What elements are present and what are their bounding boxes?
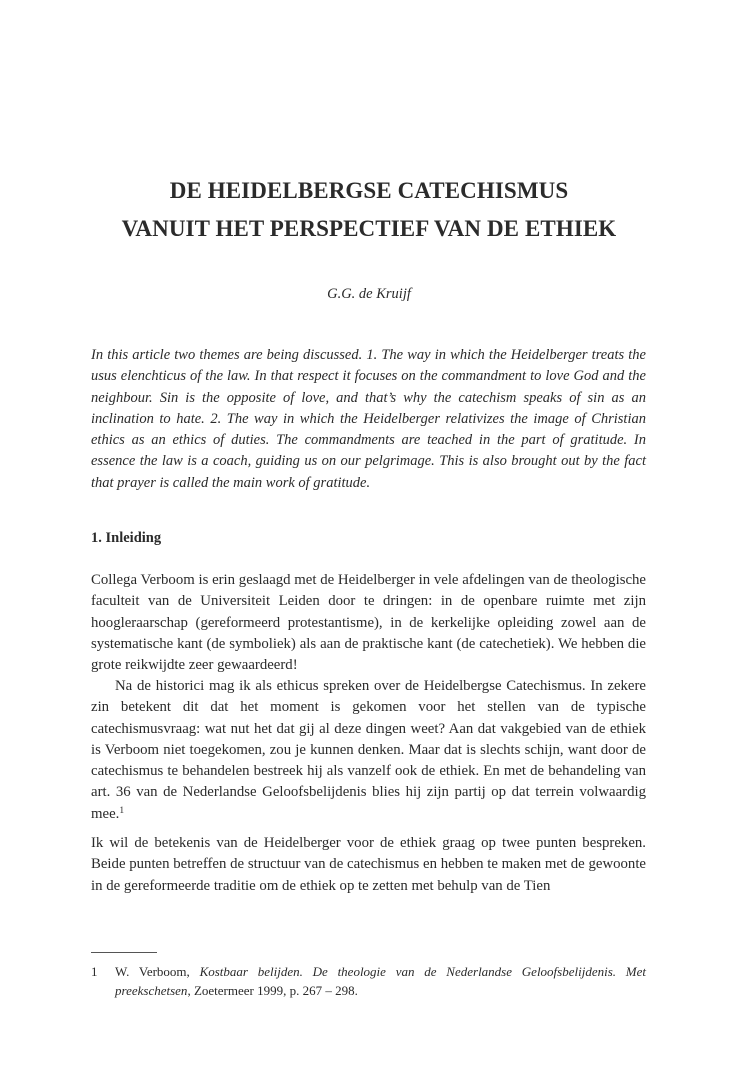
footnote-publication: , Zoetermeer 1999, p. 267 – 298. [187, 983, 358, 998]
article-title-line-1: DE HEIDELBERGSE CATECHISMUS [169, 178, 569, 203]
article-title-line-2: VANUIT HET PERSPECTIEF VAN DE ETHIEK [121, 216, 617, 241]
paragraph-2 [91, 676, 646, 825]
author-name: G.G. de Kruijf [327, 286, 411, 302]
footnote-body [115, 962, 646, 1000]
footnote-author: W. Verboom, [115, 964, 190, 979]
paragraph-1: Collega Verboom is erin geslaagd met de Heidelberger in vele afdelingen van de theologische faculteit van de Universiteit Leiden door te dringen: in de openbare ruimte met zijn hoogleraarschap (gereformeerd protestantisme), in de kerkelijke opleiding zowel aan de systematische kant (de symboliek) als aan de praktische kant (de catechetiek). We hebben die grote reikwijdte zeer gewaardeerd! [91, 572, 646, 674]
footnote-divider [91, 952, 157, 953]
footnote-reference[interactable]: 1 [119, 805, 125, 816]
section-heading: 1. Inleiding [91, 530, 162, 546]
paragraph-3: Ik wil de betekenis van de Heidelberger voor de ethiek graag op twee punten bespreken. Beide punten betreffen de structuur van de catechismus en hebben te maken met de gewoonte in de gereformeerde traditie om de ethiek op te zetten met behulp van de Tien [91, 835, 646, 894]
footnote-number: 1 [91, 964, 98, 979]
footnote-title: Kostbaar belijden. De theologie van de Nederlandse Geloofsbelijdenis. Met preekschetsen [115, 964, 647, 998]
footnote [91, 962, 646, 1000]
abstract: In this article two themes are being discussed. 1. The way in which the Heidelberger treats the usus elenchticus of the law. In that respect it focuses on the commandment to love God and the neighbour. Sin is the opposite of love, and that’s why the catechism speaks of sin as an inclination to hate. 2. The way in which the Heidelberger relativizes the image of Christian ethics as an ethics of duties. The commandments are teached in the part of gratitude. In essence the law is a coach, guiding us on our pelgrimage. This is also brought out by the fact that prayer is called the main work of gratitude. [91, 347, 646, 491]
paragraph-2-text: Na de historici mag ik als ethicus spreken over de Heidelbergse Catechismus. In zekere zin betekent dit dat het moment is gekomen voor het stellen van de typische catechismusvraag: wat nut het dat gij al deze dingen weet? Aan dat vakgebied van de ethiek is Verboom niet toegekomen, zou je kunnen denken. Maar dat is slechts schijn, want door de catechismus te behandelen bestreek hij als vanzelf ook de ethiek. En met de behandeling van art. 36 van de Nederlandse Geloofsbelijdenis blies hij zijn partij op dat terrein volwaardig mee. [91, 678, 646, 822]
